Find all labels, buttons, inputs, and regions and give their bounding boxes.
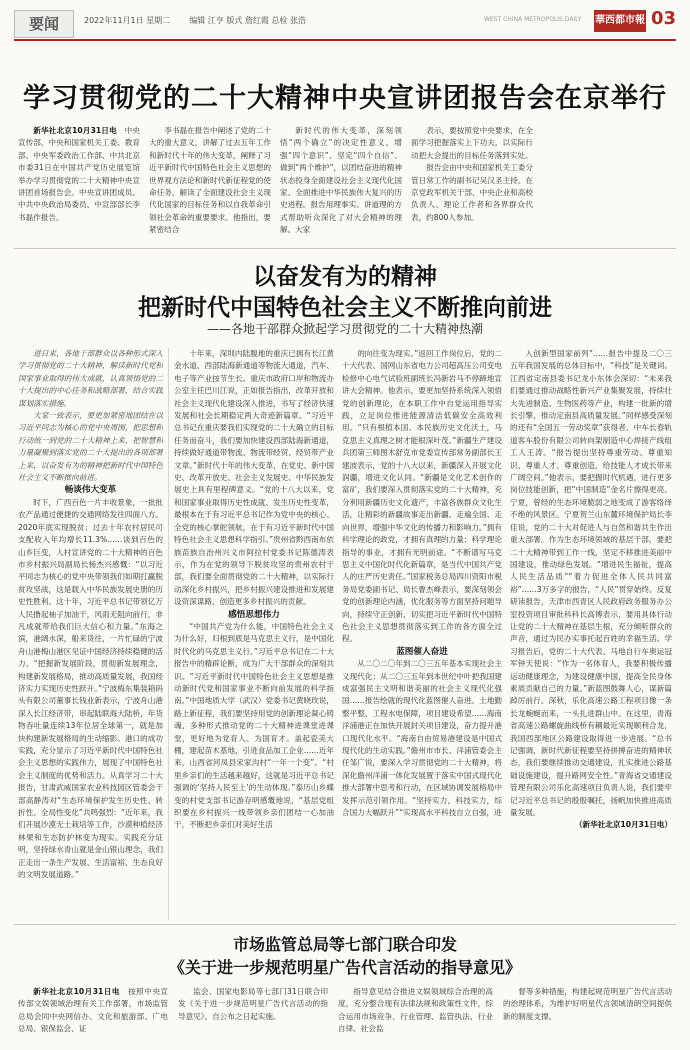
subhead-changes: 畅谈伟大变革 [64, 485, 117, 496]
article2-lead2: 大家一致表示，要更加紧密地团结在以习近平同志为核心的党中央周围，把思想和行动统一到党的二十大精神上来，把智慧和力量凝聚到落实党的二十大提出的各项部署上来，以奋发有为的精神把新时代中国特色社会主义不断推向前进。 [18, 411, 163, 483]
article1-col3-text: 新时代的伟大变革，深刻领悟“两个确立”的决定性意义，增强“四个意识”、坚定“四个自信”、做到“两个维护”，以团结奋进的精神状态投身全面建设社会主义现代化国家、全面推进中华民族伟大复兴的历史进程。报告用理事实、讲道理的方式帮助听众深化了对大会精神的理解。大家 [280, 126, 402, 235]
page-number: 03 [651, 8, 677, 29]
article2-col1 [18, 348, 163, 920]
article3-col2 [178, 986, 328, 1048]
issue-date: 2022年11月1日 星期二 [84, 16, 171, 25]
article3-col2-text: 监会、国家电影局等七部门31日联合印发《关于进一步规范明星广告代言活动的指导意见》，自公布之日起实施。 [178, 987, 328, 1021]
article2-headline-1: 以奋发有为的精神 [253, 264, 437, 290]
article1-col1 [18, 125, 140, 243]
article2-signoff: （新华社北京10月31日电） [574, 820, 672, 830]
subhead-blueprint: 蓝图催人奋进 [396, 646, 448, 657]
article1-dateline: 新华社北京10月31日电 [33, 126, 117, 135]
article1-headline: 学习贯彻党的二十大精神中央宣讲团报告会在京举行 [23, 83, 667, 114]
subhead-thought: 感悟思想伟力 [228, 609, 280, 620]
article3-headline-1: 市场监管总局等七部门联合印发 [232, 935, 457, 954]
article1-col2 [149, 125, 271, 243]
article2-divider [14, 924, 676, 925]
article3-col1 [18, 986, 168, 1048]
section-label: 要闻 [14, 10, 74, 38]
article2-lead: 进日来，各地干部群众以各种形式深入学习贯彻党的二十大精神，解读新时代党和国家事业取得的伟大成就，认真领悟党的二十大提出的中心任务和战略部署，结合实践谋划落实措施。 [18, 349, 163, 408]
article2-col2-text: 十年来，深圳内陆腹地的重庆已拥有长江黄金水道、西部陆海新通道等物流大通道，汽车、电子等产业按节生长。重庆市政府口岸和物流办公室主任巴川江说，正如报告指出，改革开放和社会主义现代化建设深入推进，书写了经济快速发展和社会长期稳定两大奇迹新篇章。“习近平总书记在重庆要我们实现党的二十大确立的目标任务而奋斗，我们要加快建设西部陆海新通道，持续做好通道带物流、物流带经贸、经贸带产业文章。”新时代十年的伟大变革，在党史、新中国史、改革开放史、社会主义发展史、中华民族发展史上具有里程碑意义。“党的十八大以来，党和国家事业取得历史性成就、发生历史性变革，最根本在于有习近平总书记作为党中央的核心、全党的核心掌舵领航，在于有习近平新时代中国特色社会主义思想科学指引。”贵州省黔西南布依族苗族自治州兴义市阿拉村党委书记陈德涛表示，作为在党的领导下脱贫攻坚的贵州农村干部，我们要全面贯彻党的二十大精神，以实际行动深化乡村振兴，把乡村振兴建设推进和发展建设资深谋路，创造更多乡村振兴的贡献。 [174, 349, 334, 607]
header-rule [14, 39, 676, 41]
article2-col2 [174, 348, 334, 920]
article2-col3b-text: 从二〇二〇年到二〇三五年基本实现社会主义现代化；从二〇三五年到本世纪中叶把我国建成富强民主文明和谐美丽的社会主义现代化强国……报告绘就的现代化蓝图催人奋进。土地勤整平整、工程水电保障，项目建设希望……海南洋浦港正在加快开展封关项目建设，奋力提升港口现代化水平。“海南自由贸易港建设是中国式现代化的生动实践。”儋州市市长、洋浦管委会主任邹广说，要深入学习贯彻党的二十大精神，将深化儋州洋浦一体化发展置于落实中国式现代化推大部署中思考和行动，在区域协调发展格局中发挥示范引领作用。“坚持实力，科技实力，综合国力大幅跃升”“实现高水平科技自立自强，进 [342, 659, 502, 818]
article3-col3 [338, 986, 493, 1048]
article1-col3 [280, 125, 402, 243]
article2-subtitle: ——各地干部群众掀起学习贯彻党的二十大精神热潮 [206, 322, 483, 336]
article1-col4-text: 表示，要按照党中央要求，在全面学习把握落实上下功夫，以实际行动把大会提出的目标任务落到实处。 [411, 126, 533, 160]
article2-col3-text: 的向往变为现实。”返回工作岗位后，党的二十大代表、国网山东省电力公司超高压公司变电检修中心电气试验班副班长冯新岩马不停蹄地宣讲大会精神。他表示，要更加坚持系统深入领悟党的创新理论，在本职工作中自觉运用指导实践，立足岗位推进能源清洁低碳安全高效利用。“只有根植本国、本民族历史文化沃土，马克思主义真理之树才能根深叶茂。”新疆生产建设兵团第三师图木舒克市党委宣传部常务副部长王建波表示，党的十八大以来，新疆深入开展文化润疆，增进文化认同。“新疆是文化艺术创作的富矿，我们要深入贯彻落实党的二十大精神，充分利用新疆历史文化遗产，丰富各族群众文化生活，让精彩的新疆故事走出新疆、走遍全国、走向世界，增强中华文化的传播力和影响力。”拥有科学理论的政党，才拥有真理的力量；科学理论指导的事业，才拥有光明前途。“不断谱写马克思主义中国化时代化新篇章，是当代中国共产党人的庄严历史责任。”国家税务总局四川资阳市税务局党委副书记、局长曹杰峰表示，要深刻领会党的创新理论内涵，优化服务等方面坚持问题导向，持续守正创新，切实把习近平新时代中国特色社会主义思想贯彻落实到工作的各方面全过程。 [342, 349, 502, 644]
article2-col4 [510, 348, 672, 920]
article1-col1-text: 中央宣传部、中央和国家机关工委、教育部、中央军委政治工作部、中共北京市委31日在中国共产党历史展览馆举办学习贯彻党的二十大精神中央宣讲团首场报告会。中央宣讲团成员、中共中央政治局委员、中宣部部长李书磊作报告。 [18, 126, 140, 222]
paper-english-name: WEST CHINA METROPOLIS DAILY [484, 16, 582, 23]
article3-dateline: 新华社北京10月31日电 [33, 987, 120, 996]
editor-credits: 编辑 江亨 版式 詹红霞 总检 张浩 [189, 16, 306, 25]
article3-col4-text: 督等多种措施，构建起规范明星广告代言活动的治理体系，为维护好明星代言领域清朗空间提供新的制度支撑。 [503, 987, 672, 1021]
article1-col2-text: 李书磊在报告中阐述了党的二十大的重大意义，讲解了过去五年工作和新时代十年的伟大变革，阐释了习近平新时代中国特色社会主义思想的世界观方法论和新时代新征程党的使命任务，解读了全面建设社会主义现代化国家的目标任务和以自我革命引领社会革命的重要要求。他指出，要紧密结合 [149, 126, 271, 235]
column-rule [168, 348, 169, 920]
header-meta [84, 15, 306, 26]
article3-col4 [503, 986, 672, 1048]
paper-logo: 華西都市報 [594, 10, 646, 32]
article2-col3 [342, 348, 502, 920]
article2-col2b-text: “中国共产党为什么能，中国特色社会主义为什么好，归根到底是马克思主义行，是中国化时代化的马克思主义行。”习近平总书记在二十大报告中的精辟论断，成为广大干部群众的深刻共识。“习近平新时代中国特色社会主义思想是推动新时代党和国家事业不断向前发展的科学指南。”中国地质大学（武汉）党委书记黄晓玫说，路上新征程，我们要坚持用党的创新理论凝心铸魂，多种形式推动党的二十大精神进课堂进课堂，更好地为党育人、为国育才。盖起瓷美大棚，建起苗木基地，引进食品加工企业……近年来，山西省河凤县宋家沟村“一年一个变”。“村里乡亲们的生活越来越好，这就是习近平总书记强调的‘坚持人民至上’的生动体现。”泰历山乡蝶变的村党支部书记游存明感慨地说，“基层党组织要在乡村振兴一线带领乡亲们团结一心加油干，不断把乡亲们对美好生活 [174, 621, 334, 830]
article3-col3-text: 指导意见结合推进文娱领域综合治理的高度，充分整合现有法律法规和政策性文件，综合运用市场竞争、行业管理、监管执法、行业自律、社会监 [338, 987, 493, 1034]
page-header [0, 0, 690, 42]
article1-divider [14, 248, 676, 249]
article3-col1-text: 按照中央宣传部文娱领域治理有关工作部署，市场监管总局会同中央网信办、文化和旅游部、广电总局、银保监会、证 [18, 987, 168, 1034]
article1-col4 [411, 125, 533, 243]
article1-col5-text: 报告会由中央和国家机关工委分管日常工作的副书记吴汉圣主持。在京党政军机关干部、中央企业和高校负责人、理论工作者和各界群众代表，约800人参加。 [411, 163, 533, 222]
article2-col4-text: 入创新型国家前列”……报告中提及二〇三五年我国发展的总体目标中，“科技”是关键词。江西省定南县委书记龙小东体会深切：“未来我们要通过推动战略性新兴产业集聚发展，持续壮大先进制造、生物医药等产业，构建一批新的增长引擎，推动定南县高质量发展。”同样感受深刻的还有“全国五一劳动奖章”获得者、中车长春轨道客车股份有限公司转向架制造中心焊接产线组工人王涛。“报告提出坚持尊重劳动、尊重知识、尊重人才、尊重创造，给技能人才成长带来广阔空间。”他表示，要把握时代机遇，进行更多岗位技能创新，把“中国制造”金名片擦得更亮。宁夏，曾经的生态环境脆弱之地变成了游客络绎不绝的风景区。宁夏贺兰山东麓环境保护局长李佳说，党的二十大对促进人与自然和谐共生作出重大部署。作为生态环境领域的基层干部，要把二十大精神带到工作一线，坚定不移推进美丽中国建设，推动绿色发展。“增进民生福祉，提高人民生活品质”“着力促进全体人民共同富裕”……3万多字的报告，“人民”贯穿始终。反复研读报告，天津市西青区人民政府政务服务办公室投资项目审批科科长高博表示，要用具体行动让党的二十大精神在基层生根，充分倾听群众的声音，通过为民办实事托起百姓的幸福生活。学习报告后，党的二十大代表、马地自行车奥运冠军钟天使说：“作为一名体育人，我要积极传播运动健康理念，为建设健康中国，提高全民身体素质贡献自己的力量。”新蓝图鼓舞人心，谋新篇踔厉前行。深秋，乐化高速公路工程项目像一条长龙蜿蜒而来，一头扎进群山中。在这里，青海省高速公路螺旋曲线桥有耦最近实现顺利合龙，我国西部地区公路建设取得进一步进展。“总书记强调，新时代新征程要坚持拼搏奋进的精神状态，我们要继续推动交通建设，扎实推进公路基础设施建设，提升路网安全性。”青海省交通建设管理有限公司乐化高速项目负责人说，我们要牢记习近平总书记的殷殷嘱托，扬帆加快推进高质量发展。 [510, 349, 672, 818]
article2-headline-2: 把新时代中国特色社会主义不断推向前进 [138, 295, 552, 321]
article3-headline-2: 《关于进一步规范明星广告代言活动的指导意见》 [168, 958, 521, 977]
article2-col1-text: 时下，广西百色一片丰收景象，一批批农产品通过便捷的交通网络发往四面八方。2020年底实现脱贫；过去十年农村居民可支配收入年均增长11.3%……谈到百色的山乡巨变，人村宣讲党的二十大精神的百色市乡村振兴局副局长杨杰兴感慨：“以习近平同志为核心的党中央带领我们如期打赢脱贫攻坚战，这是载入中华民族发展史册的历史性胜利。这十年，习近平总书记带领亿万人民撸起袖子加油干，风雨无阻向前行，非凡成就带给我们巨大信心和力量。”东海之滨，港阔水深，船来货往，一片忙碌的宁波舟山港梅山港区见证中国经济持续稳健的活力。“把握新发展阶段，贯彻新发展理念，构建新发展格局，推动高质量发展，我国经济实力实现历史性跃升。”宁波梅东集装箱码头有限公司董事长钱业新表示，宁波舟山港深入长江经济带，串起陆联海大陆桥，年货物吞吐量连续13年位居全球第一，就是加快构建新发展格局的生动缩影。港口的成功实践，充分显示了习近平新时代中国特色社会主义思想的实践伟力，展现了中国特色社会主义制度的优势和活力。从真学习二十大报告，甘肃武威国家农业科技园区管委会干部高静涛对“生态环境保护发生历史性、转折性、全局性变化”共鸣强烈：“近年来，我们开展沙漠无土栽培等工作，沙漠种植经济林果和生态防护林变为现实。实践充分证明，坚持绿水青山就是金山银山理念，我们正走出一条生产发展、生活富裕、生态良好的文明发展道路。” [18, 497, 163, 880]
